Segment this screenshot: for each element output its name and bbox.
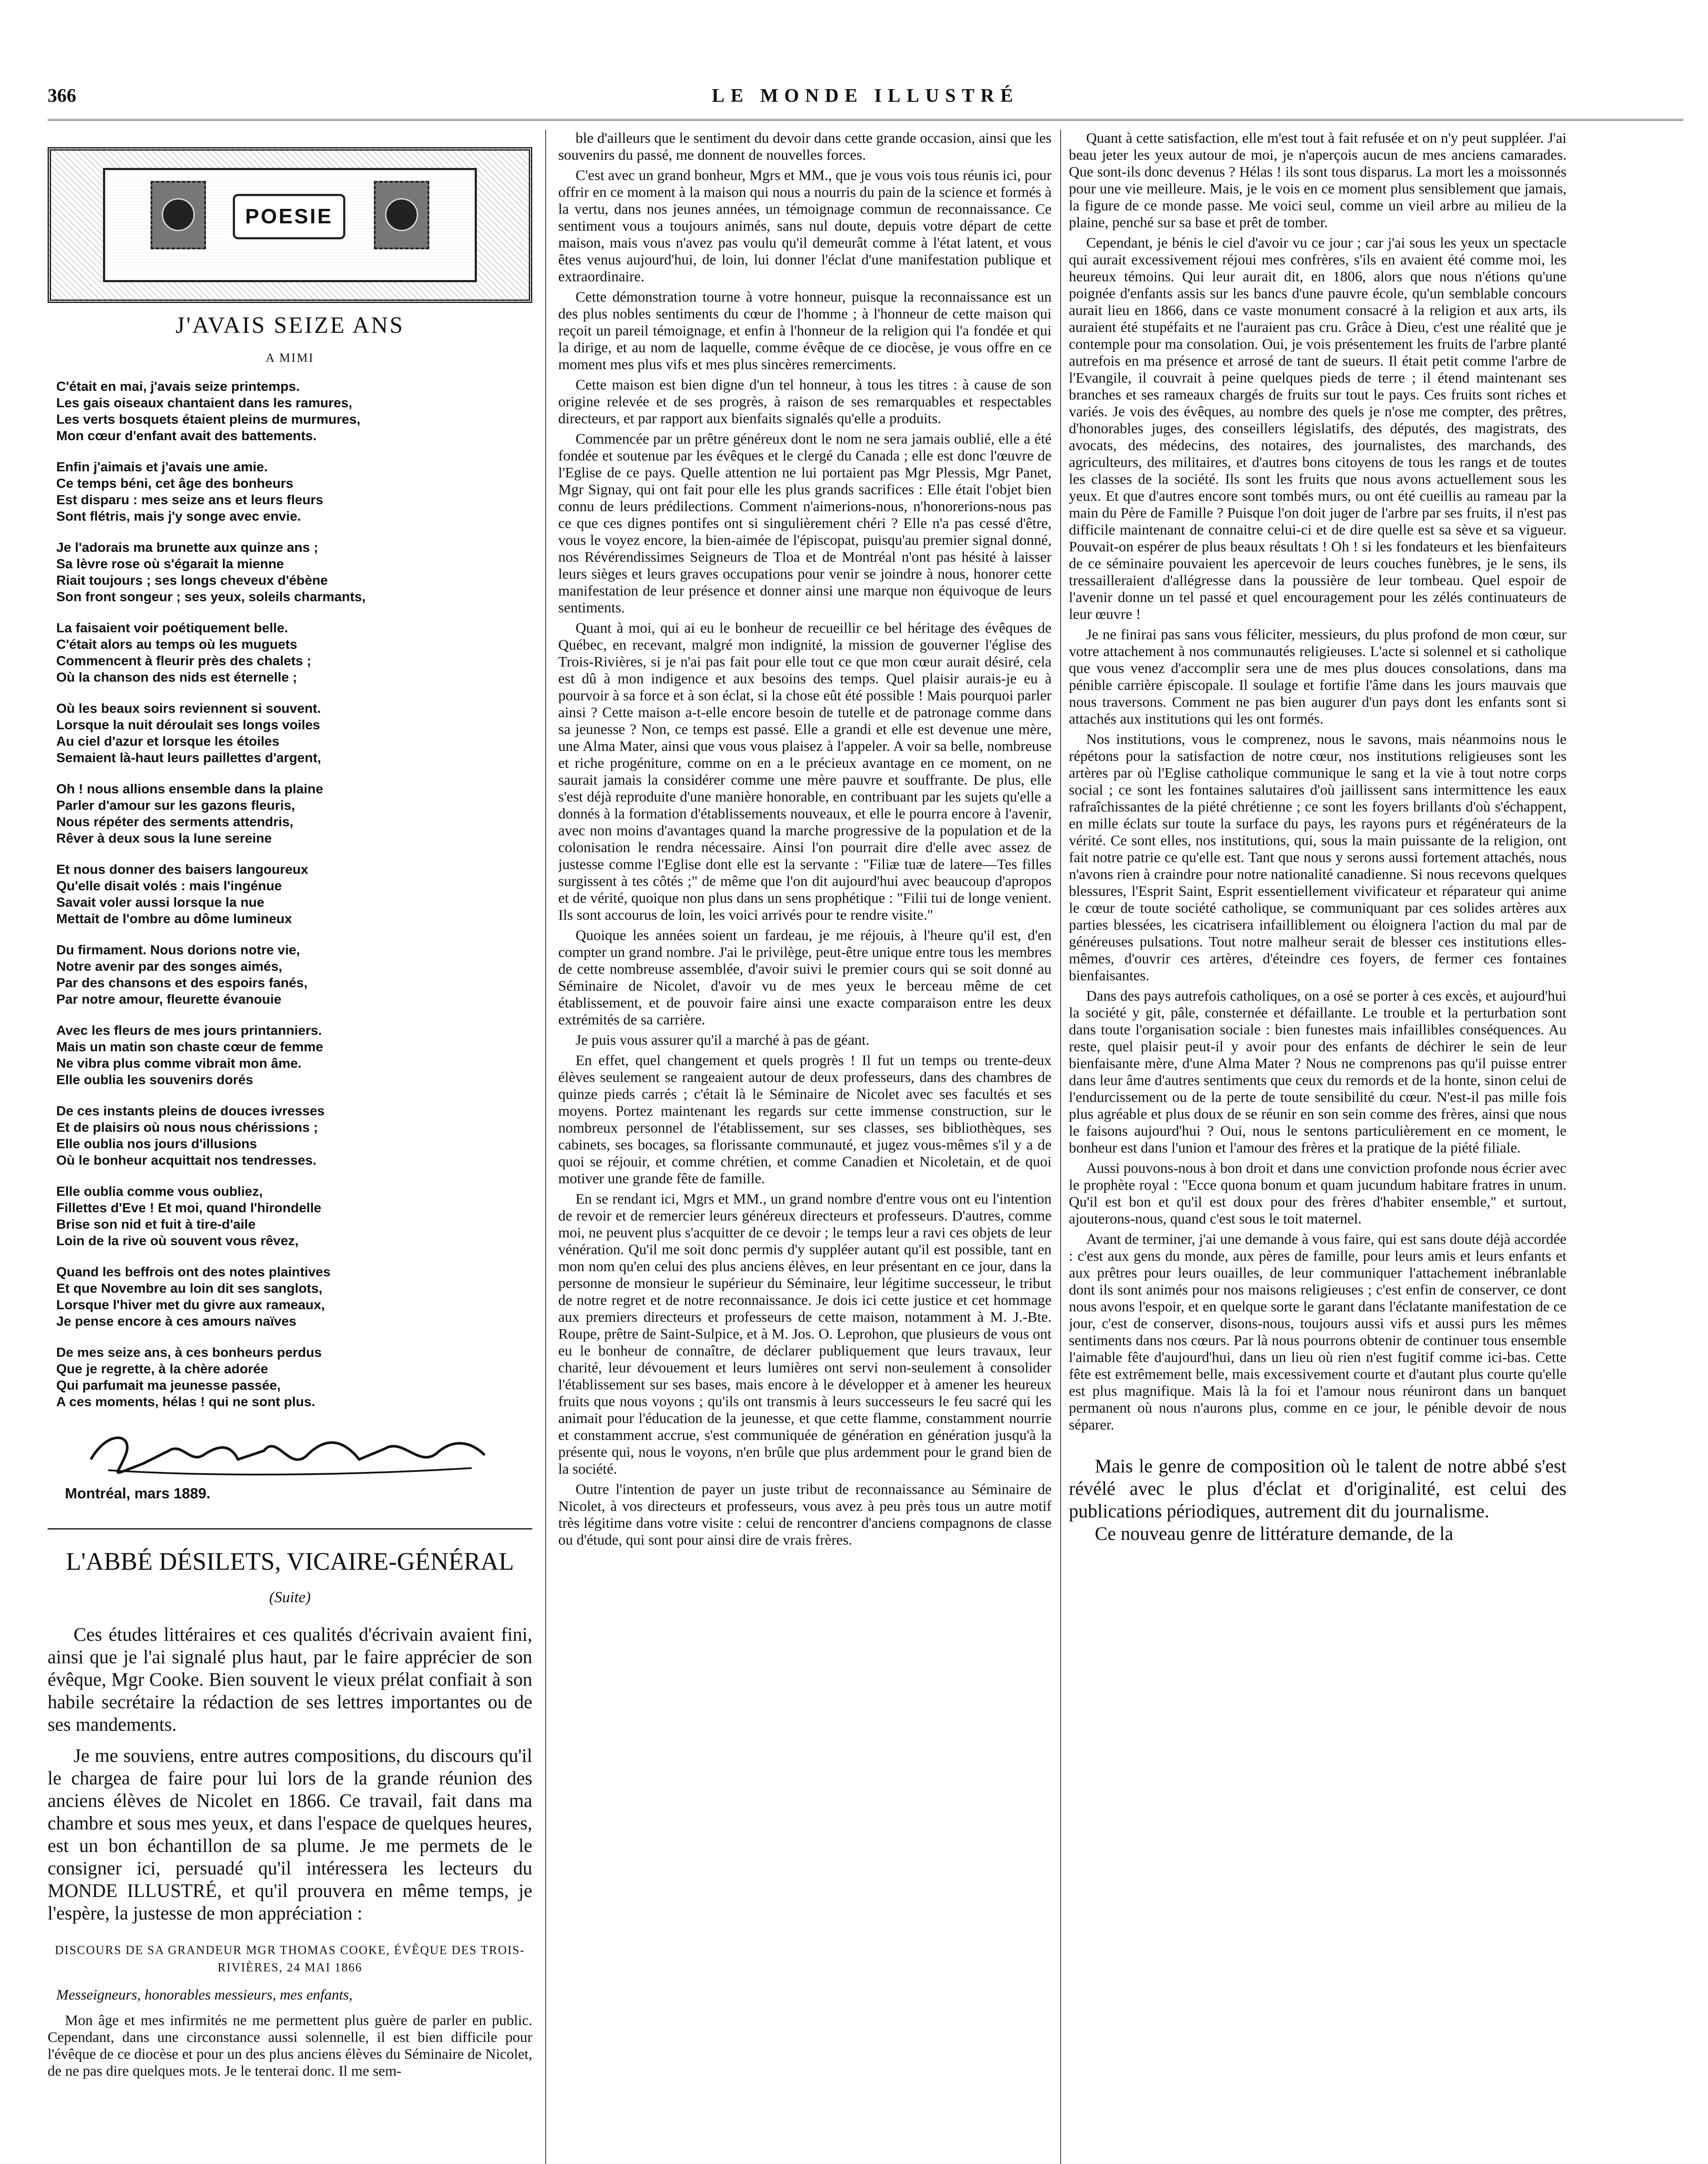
stamp-right: [374, 181, 429, 249]
column-divider: [545, 130, 546, 2164]
poem-line: Enfin j'aimais et j'avais une amie.: [56, 459, 268, 474]
article-paragraph: Outre l'intention de payer un juste tribut de reconnaissance au Séminaire de Nicolet, à vos directeurs et professeurs, vous avez à peu près tous un autre motif très légitime dans votre visite : celui de rencontrer d'anciens compagnons de classe ou d'étude, qui sont pour ainsi dire de vrais frères.: [558, 1481, 1052, 1548]
poem-line: Rêver à deux sous la lune sereine: [56, 831, 272, 846]
poem-line: Elle oublia les souvenirs dorés: [56, 1072, 253, 1087]
poem-line: Sa lèvre rose où s'égarait la mienne: [56, 556, 284, 571]
poem-line: Semaient là-haut leurs paillettes d'argent,: [56, 750, 322, 765]
poem-line: Que je regrette, à la chère adorée: [56, 1361, 268, 1376]
col2-paragraphs: [558, 130, 1052, 1549]
poem-line: Est disparu : mes seize ans et leurs fleurs: [56, 492, 323, 507]
closing-paragraph: Ce nouveau genre de littérature demande, de la: [1095, 1523, 1454, 1544]
article-paragraph: Cependant, je bénis le ciel d'avoir vu ce jour ; car j'ai sous les yeux un spectacle qui aurait excessivement réjoui mes confrères, s'ils en avaient été comme moi, les heureux témoins. Qui leur aurait dit, en 1806, alors que nous n'étions qu'une poignée d'enfants assis sur les bancs d'une pauvre école, qu'un semblable concours aurait lieu en 1866, dans ce vaste monument consacré à la religion et aux arts, ils auraient été stupéfaits et ne l'auraient pas cru. Grâce à Dieu, c'est une réalité que je contemple pour ma consolation. Oui, je vois présentement les fruits de l'arbre planté autrefois en ma présence et arrosé de tant de sueurs. Il était petit comme l'arbre de l'Evangile, il couvrait à peine quelques pieds de terre ; il étend maintenant ses branches et ses rameaux chargés de fruits sur tout le pays. Ces fruits sont riches et variés. Je vois des évêques, au nombre des quels je n'ose me compter, des prêtres, d'honorables juges, des conseillers législatifs, des députés, des magistrats, des avocats, des médecins, des notaires, des journalistes, des marchands, des agriculteurs, des militaires, et d'autres bons citoyens de tous les rangs et de toutes les classes de la société. Ils sont les fruits que nous avons actuellement sous les yeux. Et que d'autres encore sont tombés murs, ou ont été cueillis au rameau par la main du Père de Famille ? Puisque l'on doit juger de l'arbre par ses fruits, il n'est pas difficile maintenant de connaitre celui-ci et de dire quelle est sa sève et sa vigueur. Pouvait-on espérer de plus beaux résultats ! Oh ! si les fondateurs et les bienfaiteurs de ce séminaire pouvaient les apercevoir de leurs couches funèbres, je le sens, ils tressailleraient d'allégresse dans la poussière de leur tombeau. Quel espoir de l'avenir donne un tel passé et quel encouragement pour les zélés continuateurs de leur œuvre !: [1069, 235, 1566, 622]
poem-line: Elle oublia comme vous oubliez,: [56, 1184, 263, 1199]
poem-line: Les gais oiseaux chantaient dans les ramures,: [56, 395, 353, 410]
poem-line: Ne vibra plus comme vibrait mon âme.: [56, 1056, 302, 1071]
poem-line: Mon cœur d'enfant avait des battements.: [56, 428, 317, 443]
poem-line: Sont flétris, mais j'y songe avec envie.: [56, 509, 301, 524]
article-paragraph: Ces études littéraires et ces qualités d'écrivain avaient fini, ainsi que je l'ai signalé plus haut, par le faire apprécier de son évêque, Mgr Cooke. Bien souvent le vieux prélat confiait à son habile secrétaire la rédaction de ses lettres importantes ou de ses mandements.: [48, 1624, 532, 1735]
poem-stanza: [56, 861, 532, 927]
poem-stanza: [56, 700, 532, 766]
article-paragraph: Cette démonstration tourne à votre honneur, puisque la reconnaissance est un des plus nobles sentiments du cœur de l'homme ; à l'honneur de cette maison qui reçoit un pareil témoignage, et enfin à l'honneur de la religion qui l'a fondée et qui la dirige, et au nom de laquelle, comme évêque de ce diocèse, je vous offre en ce moment mes plus vifs et mes plus sincères remerciments.: [558, 289, 1052, 373]
article-paragraph: En se rendant ici, Mgrs et MM., un grand nombre d'entre vous ont eu l'intention de revoir et de remercier leurs généreux directeurs et professeurs. D'autres, comme moi, ne peuvent plus s'acquitter de ce devoir ; le temps leur a ravi ces objets de leur vénération. Qu'il me soit donc permis d'y suppléer autant qu'il est possible, tant en mon nom qu'en celui des plus anciens élèves, en leur présentant en ce jour, dans la personne de monsieur le supérieur du Séminaire, leur légitime successeur, le tribut de notre regret et de notre reconnaissance. Je dois ici cette justice et cet hommage aux premiers directeurs et professeurs de cette maison, notamment à M. J.-Bte. Roupe, prêtre de Saint-Sulpice, et à M. Jos. O. Leprohon, que plusieurs de vous ont eu le bonheur de connaître, de déclarer publiquement que leurs travaux, leur charité, leur dévouement et leurs lumières ont servi non-seulement à consolider l'établissement sur ses bases, mais encore à le développer et à amener les heureux fruits que nous voyons ; qu'ils ont transmis à leurs successeurs le feu sacré qui les animait pour l'éducation de la jeunesse, et que cette flamme, constamment nourrie et constamment accrue, s'est communiquée de génération en génération jusqu'à la présente qui, nous le voyons, n'en brûle que plus ardemment pour le grand bien de la société.: [558, 1191, 1052, 1477]
poem-line: Riait toujours ; ses longs cheveux d'ébène: [56, 573, 328, 588]
poem-line: Par notre amour, fleurette évanouie: [56, 992, 282, 1007]
poem-line: C'était alors au temps où les muguets: [56, 637, 297, 652]
stamp-left: [151, 181, 206, 249]
poem-line: Je l'adorais ma brunette aux quinze ans ;: [56, 540, 318, 555]
poem-line: Mais un matin son chaste cœur de femme: [56, 1039, 323, 1054]
poem-line: Brise son nid et fuit à tire-d'aile: [56, 1217, 256, 1232]
poem-stanza: [56, 781, 532, 847]
poem-line: Qui parfumait ma jeunesse passée,: [56, 1378, 281, 1393]
poem-line: Au ciel d'azur et lorsque les étoiles: [56, 734, 280, 749]
article-paragraph: Avant de terminer, j'ai une demande à vous faire, qui est sans doute déjà accordée : c'est aux gens du monde, aux pères de famille, pour leurs amis et leurs enfants et aux prêtres pour leurs ouailles, de leur communiquer l'attachement inébranlable dont ils sont animés pour nos maisons religieuses ; c'est enfin de conserver, ce dont nous avons l'espoir, et en quelque sorte le garant dans l'éclatante manifestation de ce jour, c'est de conserver, disons-nous, toujours aussi vifs et aussi purs les mêmes sentiments dans nos cœurs. Par là nous pourrons obtenir de continuer tous ensemble l'aimable fête d'aujourd'hui, dans un lieu où rien n'est fugitif comme ici-bas. Cette fête est extrêmement belle, mais excessivement courte et d'autant plus courte qu'elle est plus magnifique. Mais là la foi et l'amour nous réuniront dans un banquet permanent où nous n'aurons plus, comme en ce jour, le pénible devoir de nous séparer.: [1069, 1231, 1566, 1433]
poem-stanza: [56, 459, 532, 525]
poem-line: Fillettes d'Eve ! Et moi, quand l'hirondelle: [56, 1200, 322, 1215]
poem-stanza: [56, 1344, 532, 1410]
poem-line: Notre avenir par des songes aimés,: [56, 959, 283, 974]
poem-stanza: [56, 620, 532, 686]
article-paragraph: Je me souviens, entre autres compositions, du discours qu'il le chargea de faire pour lui lors de la grande réunion des anciens élèves de Nicolet en 1866. Ce travail, fait dans ma chambre et sous mes yeux, et dans l'espace de quelques heures, est un bon échantillon de sa plume. Je me permets de le consigner ici, persuadé qu'il intéressera les lecteurs du MONDE ILLUSTRÉ, et qu'il prouvera en même temps, je l'espère, la justesse de mon appréciation :: [48, 1745, 532, 1924]
closing-paragraph: Mais le genre de composition où le talent de notre abbé s'est révélé avec le plus d'éclat et d'originalité, est celui des publications périodiques, autrement dit du journalisme.: [1069, 1456, 1566, 1522]
page-header: [48, 84, 1683, 110]
poem-dedication: A MIMI: [265, 351, 315, 365]
article-paragraph: Quoique les années soient un fardeau, je me réjouis, à l'heure qu'il est, d'en compter un grand nombre. J'ai le privilège, peut-être unique entre tous les membres de cette nombreuse assemblée, d'avoir suivi le premier cours qui se soit donné au Séminaire de Nicolet, d'avoir vu de mes yeux le berceau même de cet établissement, et de pouvoir faire ainsi une exacte comparaison entre les deux extrémités de sa carrière.: [558, 927, 1052, 1028]
article-paragraph: ble d'ailleurs que le sentiment du devoir dans cette grande occasion, ainsi que les souvenirs du passé, me donnent de nouvelles forces.: [558, 130, 1052, 163]
article-paragraph: Quant à cette satisfaction, elle m'est tout à fait refusée et on n'y peut suppléer. J'ai beau jeter les yeux autour de moi, je n'aperçois aucun de mes anciens camarades. Que sont-ils donc devenus ? Hélas ! ils sont tous disparus. La mort les a moissonnés pour une vie meilleure. Mais, je le vois en ce moment plus sensiblement que jamais, la figure de ce monde passe. Me voici seul, comme un vieil arbre au milieu de la plaine, penché sur sa base et prêt de tomber.: [1069, 130, 1566, 231]
poesie-banner: [48, 147, 532, 303]
signature: [82, 1425, 493, 1481]
poem-line: Lorsque la nuit déroulait ses longs voiles: [56, 717, 320, 732]
article-paragraph: Quant à moi, qui ai eu le bonheur de recueillir ce bel héritage des évêques de Québec, en recevant, malgré mon indignité, la mission de gouverner l'église des Trois-Rivières, si je n'ai pas fait pour elle tout ce que mon cœur aurait désiré, cela est dû à mon indigence et aux besoins des temps. Quel plaisir aurais-je eu à pourvoir à sa force et à son éclat, si la chose eût été possible ! Mais pourquoi parler ainsi ? Cette maison a-t-elle encore besoin de tutelle et de patronage comme dans sa jeunesse ? Non, ce temps est passé. Elle a grandi et elle est devenue une mère, une Alma Mater, ainsi que vous vous plaisez à l'appeler. A voir sa belle, nombreuse et riche progéniture, comme on en a le précieux avantage en ce moment, on ne saurait jamais la considérer comme une mère pauvre et souffrante. De plus, elle s'est déjà reproduite d'une manière honorable, en contribuant par les sujets qu'elle a donnés à la formation d'établissements nouveaux, et elle le pourra encore à l'avenir, avec non moins d'avantages quand la marche progressive de la population et de la colonisation le rendra nécessaire. Ainsi l'on pourrait dire d'elle avec assez de justesse comme l'Eglise dont elle est la servante : "Filiæ tuæ de latere—Tes filles surgissent à tes côtés ;" de même que l'on dit aujourd'hui avec beaucoup d'apropos et de vérité, quoique non plus dans un sens prophétique : "Filii tui de longe venient. Ils sont accourus de loin, les voici arrivés pour te rendre visite.": [558, 620, 1052, 923]
article-paragraph: Cette maison est bien digne d'un tel honneur, à tous les titres : à cause de son origine relevée et de ses progrès, à raison de ses remarquables et respectables directeurs, et par rapport aux bienfaits signalés qu'elle a produits.: [558, 377, 1052, 427]
article-paragraph: Mon âge et mes infirmités ne me permettent plus guère de parler en public. Cependant, dans une circonstance aussi solennelle, il est bien difficile pour l'évêque de ce diocèse et pour un des plus anciens élèves du Séminaire de Nicolet, de ne pas dire quelques mots. Je le tenterai donc. Il me sem-: [48, 2013, 532, 2079]
poem-line: Ce temps béni, cet âge des bonheurs: [56, 476, 293, 491]
discours-heading: DISCOURS DE SA GRANDEUR MGR THOMAS COOKE, ÉVÊQUE DES TROIS-RIVIÈRES, 24 MAI 1866: [55, 1944, 525, 1974]
poem-line: Mettait de l'ombre au dôme lumineux: [56, 911, 292, 926]
article-title: L'ABBÉ DÉSILETS, VICAIRE-GÉNÉRAL: [48, 1528, 532, 1576]
poem-line: Avec les fleurs de mes jours printanniers.: [56, 1023, 322, 1038]
poem-line: Où les beaux soirs reviennent si souvent.: [56, 701, 321, 716]
article-paragraph: Aussi pouvons-nous à bon droit et dans une conviction profonde nous écrier avec le prophète royal : "Ecce quona bonum et quam jucundum habitare fratres in unum. Qu'il est bon et qu'il est doux pour des frères d'habiter ensemble," et surtout, ajouterons-nous, quand c'est sous le toit maternel.: [1069, 1160, 1566, 1227]
col3-paragraphs: [1069, 130, 1566, 1433]
poem-line: Les verts bosquets étaient pleins de murmures,: [56, 412, 360, 427]
poem-line: De ces instants pleins de douces ivresses: [56, 1103, 325, 1118]
column-3: [1069, 130, 1566, 2164]
banner-label: POESIE: [233, 194, 345, 239]
article-paragraph: C'est avec un grand bonheur, Mgrs et MM., que je vous vois tous réunis ici, pour offrir en ce moment à la maison qui nous a nourris du pain de la science et formés à la vertu, dans nos jeunes années, un témoignage commun de reconnaissance. Ce sentiment vous a toujours animés, sans nul doute, depuis votre départ de cette maison, mais vous n'avez pas voulu qu'il demeurât comme à l'état latent, et vous êtes venus aujourd'hui, de loin, lui donner l'éclat d'une manifestation publique et extraordinaire.: [558, 167, 1052, 285]
poem-line: Et nous donner des baisers langoureux: [56, 862, 309, 877]
poem-line: Et que Novembre au loin dit ses sanglots,: [56, 1281, 322, 1296]
poem-line: Lorsque l'hiver met du givre aux rameaux,: [56, 1297, 325, 1312]
poem-stanza: [56, 539, 532, 605]
place-date: Montréal, mars 1889.: [65, 1485, 211, 1502]
poem-line: A ces moments, hélas ! qui ne sont plus.: [56, 1394, 315, 1409]
salutation: Messeigneurs, honorables messieurs, mes enfants,: [56, 1987, 353, 2003]
poem-line: Elle oublia nos jours d'illusions: [56, 1136, 257, 1151]
poem-line: Où le bonheur acquittait nos tendresses.: [56, 1153, 317, 1168]
poem-line: Et de plaisirs où nous nous chérissions ;: [56, 1120, 318, 1135]
poem-stanza: [56, 1183, 532, 1249]
col1-paragraphs: [48, 2012, 532, 2080]
article-suite: (Suite): [269, 1588, 311, 1606]
poem-line: Commencent à fleurir près des chalets ;: [56, 653, 312, 668]
portrait-icon: [162, 198, 195, 231]
poem-line: Où la chanson des nids est éternelle ;: [56, 670, 297, 685]
poem-stanza: [56, 378, 532, 444]
poem-title: J'AVAIS SEIZE ANS: [175, 312, 405, 338]
poem-line: Oh ! nous allions ensemble dans la plaine: [56, 781, 323, 796]
article-paragraph: Je puis vous assurer qu'il a marché à pas de géant.: [576, 1032, 870, 1048]
poem-line: Parler d'amour sur les gazons fleuris,: [56, 798, 295, 813]
masthead: LE MONDE ILLUSTRÉ: [712, 85, 1019, 106]
article-paragraph: En effet, quel changement et quels progrès ! Il fut un temps ou trente-deux élèves seulement se rangeaient autour de deux professeurs, dans des chambres de quinze pieds carrés ; c'était là le Séminaire de Nicolet avec ses facultés et ses moyens. Portez maintenant les regards sur cette immense construction, sur le nombreux personnel de l'établissement, sur ses classes, ses bibliothèques, ses cabinets, ses bocages, sa florissante communauté, et jugez vous-mêmes s'il y a de quoi se réjouir, et comme chrétien, et comme Canadien et Nicoletain, et de quoi motiver une grande fête de famille.: [558, 1053, 1052, 1187]
poem-line: La faisaient voir poétiquement belle.: [56, 620, 288, 635]
article-paragraph: Commencée par un prêtre généreux dont le nom ne sera jamais oublié, elle a été fondée et soutenue par les évêques et le clergé du Canada ; elle est donc l'œuvre de l'Eglise de ce pays. Quelle attention ne lui portaient pas Mgr Plessis, Mgr Panet, Mgr Signay, qui ont fait pour elle les plus grands sacrifices : Elle était l'objet bien connu de leurs prédilections. Comment n'aimerions-nous, n'honorerions-nous pas ce que ces dignes pontifes ont si singulièrement chéri ? Elle n'a pas cessé d'être, vous le voyez encore, la bien-aimée de l'épiscopat, puisqu'au premier signal donné, nos Révérendissimes Seigneurs de Tloa et de Montréal n'ont pas hésité à laisser leurs sièges et leurs graves occupations pour venir se joindre à nous, honorer cette manifestation de leur présence et donner ainsi une marque non équivoque de leurs sentiments.: [558, 431, 1052, 616]
article-paragraph: Je ne finirai pas sans vous féliciter, messieurs, du plus profond de mon cœur, sur votre attachement à nos communautés religieuses. L'acte si solennel et si catholique que vous venez d'accomplir sera une de mes plus douces consolations, dans ma pénible carrière épiscopale. Il soulage et fortifie l'âme dans les jours mauvais que nous traversons. Comment ne pas bien augurer d'un pays dont les enfants sont si attachés aux institutions qui les ont formés.: [1069, 627, 1566, 727]
poem-line: Nous répéter des serments attendris,: [56, 814, 293, 829]
poem-body: [48, 378, 532, 1410]
poem-stanza: [56, 1264, 532, 1330]
column-divider: [1060, 130, 1061, 2164]
poem-line: Savait voler aussi lorsque la nue: [56, 895, 264, 910]
poem-line: Qu'elle disait volés : mais l'ingénue: [56, 878, 282, 893]
poem-line: Du firmament. Nous dorions notre vie,: [56, 942, 300, 957]
poem-line: Quand les beffrois ont des notes plaintives: [56, 1264, 331, 1279]
poem-stanza: [56, 1022, 532, 1088]
poem-stanza: [56, 1103, 532, 1169]
poem-line: Son front songeur ; ses yeux, soleils charmants,: [56, 589, 366, 604]
article-paragraph: Nos institutions, vous le comprenez, nous le savons, mais néanmoins nous le répétons pour la satisfaction de notre cœur, nos institutions religieuses sont les artères par où l'Eglise catholique communique le sang et la vie à tout notre corps social ; ce sont les fontaines salutaires d'où jaillissent sans intermittence les eaux rafraîchissantes de la piété chrétienne ; ce sont les foyers brillants d'où s'échappent, en mille éclats sur toute la surface du pays, les rayons purs et régénérateurs de la vérité. Ce sont elles, nos institutions, qui, sous la main puissante de la religion, ont fait notre patrie ce qu'elle est. Tant que nous y serons aussi fortement attachés, nous n'avons rien à craindre pour notre nationalité canadienne. Si nous recevons quelques blessures, l'Esprit Saint, Esprit essentiellement vivificateur et réparateur qui anime le cœur de toute société catholique, se communiquant par ces solides artères aux parties blessées, les cicatrisera infailliblement ou éloignera l'action du mal par de généreuses pulsations. Tout notre malheur serait de blesser ces institutions elles-mêmes, d'ouvrir ces artères, d'éteindre ces foyers, de fermer ces fontaines bienfaisantes.: [1069, 731, 1566, 984]
page-number: 366: [48, 85, 76, 106]
article-paragraph: Dans des pays autrefois catholiques, on a osé se porter à ces excès, et aujourd'hui la société y git, pâle, consternée et défaillante. Le trouble et la perturbation sont dans toute l'organisation sociale : bien funestes mais infaillibles conséquences. Au reste, quel plaisir peut-il y avoir pour des enfants de déchirer le sein de leur bienfaisante mère, d'une Alma Mater ? Nous ne comprenons pas qu'il puisse entrer dans leur âme d'autres sentiments que ceux du remords et de la honte, sinon celui de l'endurcissement ou de la perte de toute sensibilité du cœur. N'est-il pas mille fois plus agréable et plus doux de se réunir en son sein comme des frères, ainsi que nous le faisons aujourd'hui ? Oui, nous le sentons particulièrement en ce moment, le bonheur est dans l'union et l'amour des frères et la pratique de la piété filiale.: [1069, 988, 1566, 1156]
header-rule: [48, 119, 1683, 121]
poem-line: Loin de la rive où souvent vous rêvez,: [56, 1233, 299, 1248]
poem-line: Je pense encore à ces amours naïves: [56, 1314, 296, 1329]
poem-line: De mes seize ans, à ces bonheurs perdus: [56, 1345, 322, 1360]
column-1: [48, 130, 532, 2164]
poem-line: Par des chansons et des espoirs fanés,: [56, 975, 308, 990]
portrait-icon: [385, 198, 418, 231]
poem-stanza: [56, 942, 532, 1008]
column-2: [558, 130, 1052, 2164]
poem-line: C'était en mai, j'avais seize printemps.: [56, 379, 300, 394]
